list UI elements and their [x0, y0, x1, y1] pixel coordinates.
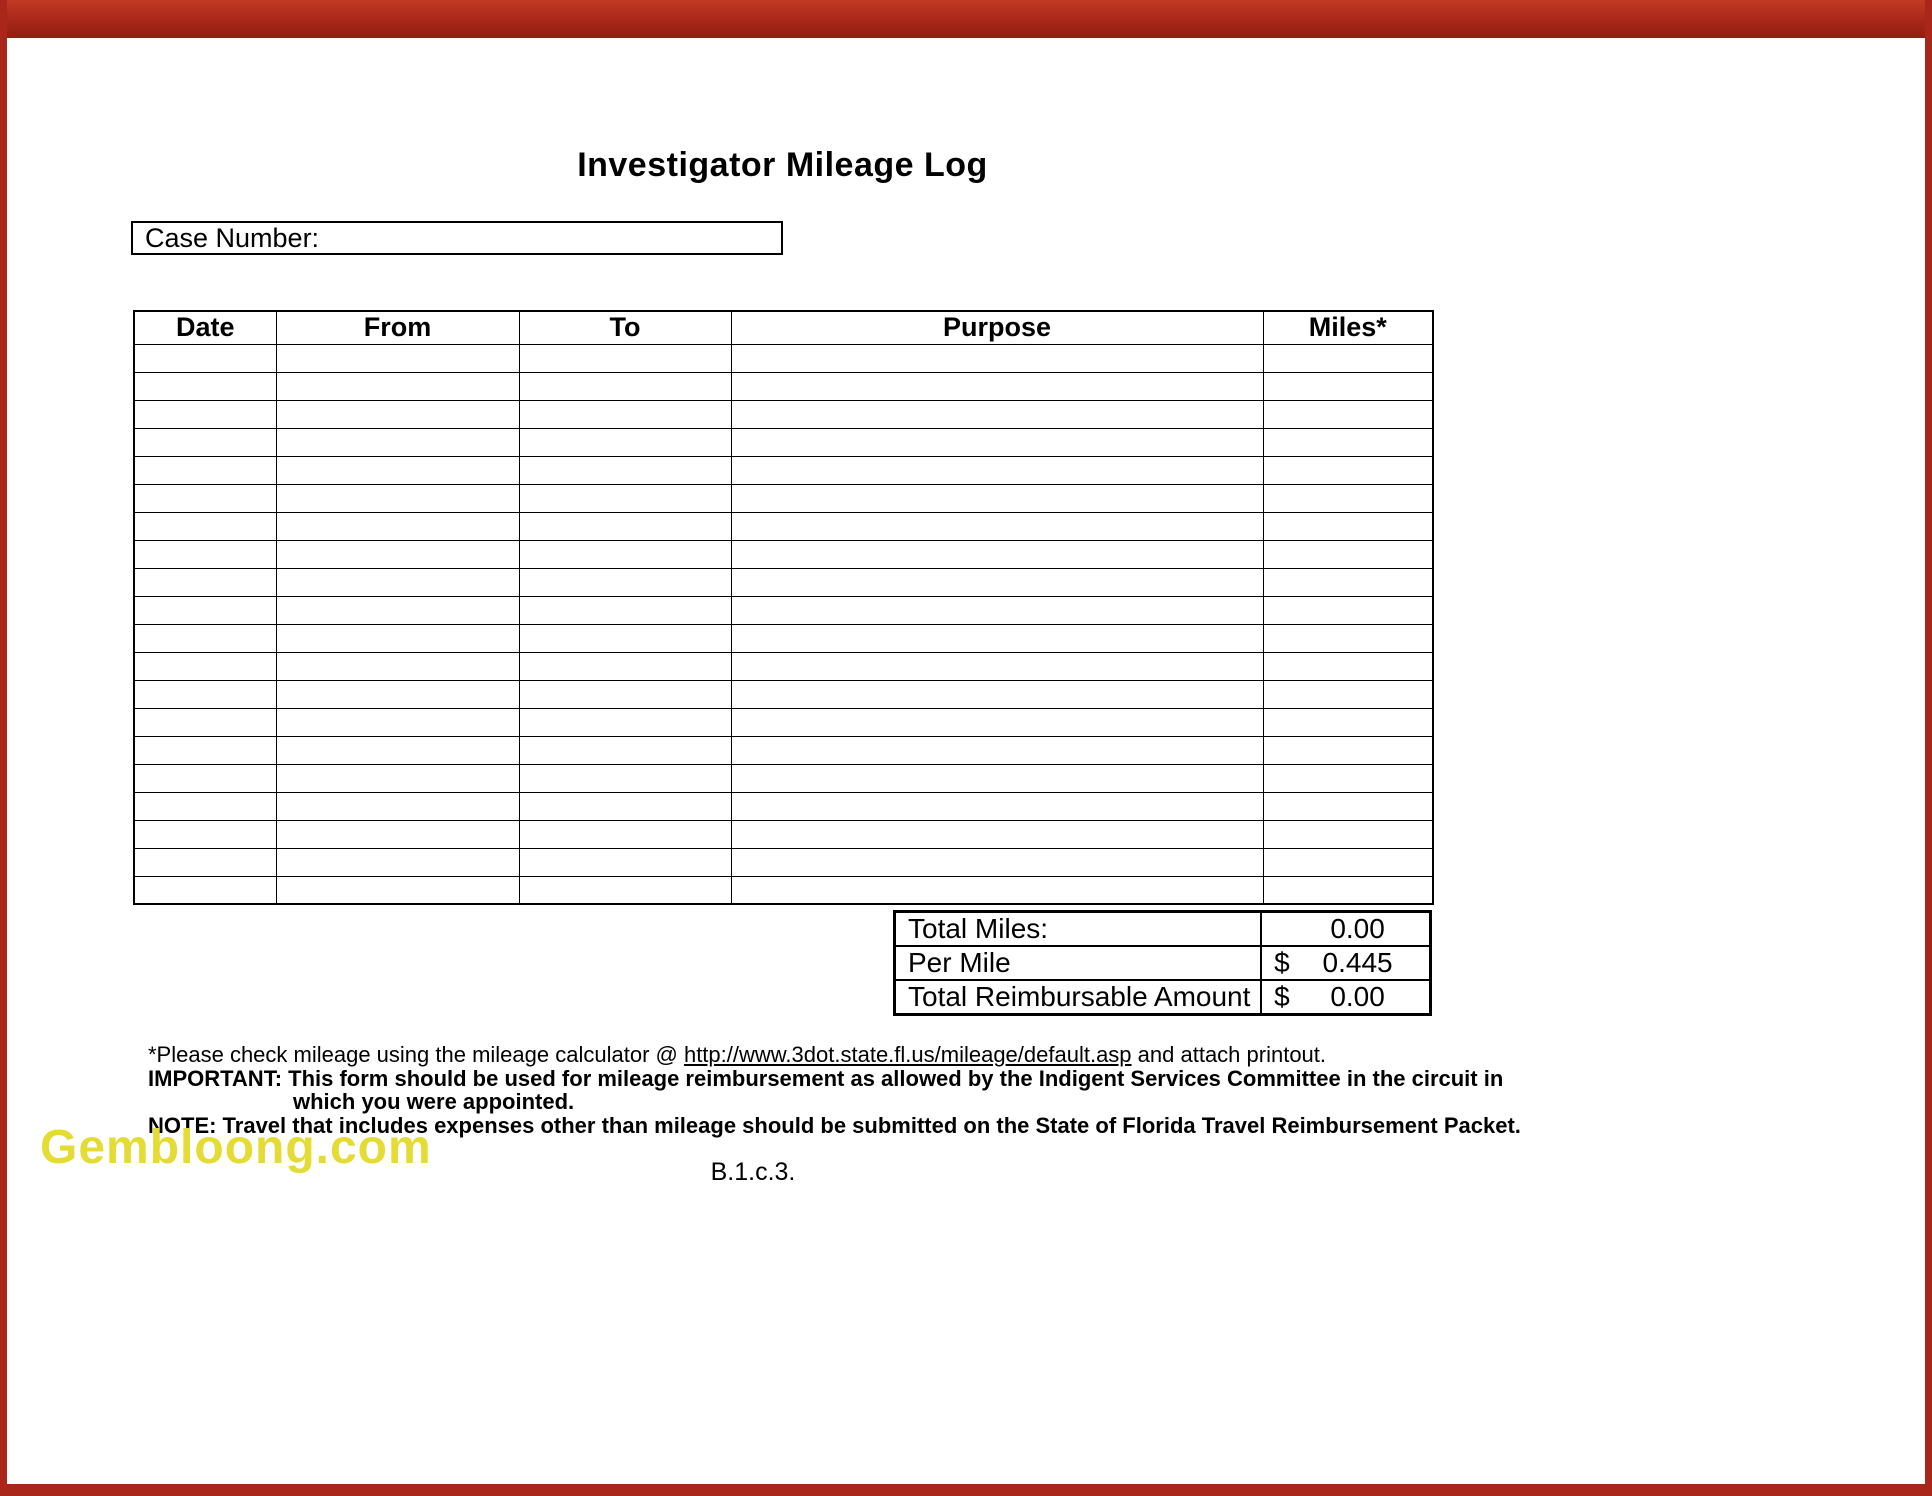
empty-cell — [134, 708, 276, 736]
empty-cell — [134, 456, 276, 484]
mileage-note-suffix: and attach printout. — [1131, 1042, 1327, 1067]
case-number-box — [131, 221, 783, 255]
empty-cell — [134, 876, 276, 904]
table-row — [134, 456, 1433, 484]
summary-row-per-mile — [895, 946, 1431, 980]
empty-cell — [1263, 596, 1433, 624]
empty-cell — [1263, 372, 1433, 400]
empty-cell — [731, 428, 1263, 456]
empty-cell — [519, 820, 731, 848]
empty-cell — [276, 344, 519, 372]
empty-cell — [519, 512, 731, 540]
empty-cell — [134, 596, 276, 624]
per-mile-value-cell — [1261, 946, 1430, 980]
empty-cell — [731, 596, 1263, 624]
table-row — [134, 764, 1433, 792]
column-header-date: Date — [134, 311, 276, 344]
watermark: Gembloong.com — [40, 1121, 432, 1174]
empty-cell — [731, 820, 1263, 848]
table-row — [134, 876, 1433, 904]
empty-cell — [276, 680, 519, 708]
empty-cell — [276, 764, 519, 792]
empty-cell — [276, 596, 519, 624]
empty-cell — [731, 624, 1263, 652]
table-row — [134, 624, 1433, 652]
total-reimbursable-label: Total Reimbursable Amount — [895, 980, 1262, 1015]
empty-cell — [134, 400, 276, 428]
empty-cell — [134, 428, 276, 456]
table-row — [134, 708, 1433, 736]
column-header-to: To — [519, 311, 731, 344]
per-mile-label: Per Mile — [895, 946, 1262, 980]
mileage-calculator-note — [148, 1043, 1748, 1067]
total-miles-value-cell — [1261, 912, 1430, 947]
table-row — [134, 652, 1433, 680]
currency-symbol: $ — [1274, 981, 1290, 1012]
empty-cell — [276, 792, 519, 820]
empty-cell — [1263, 764, 1433, 792]
empty-cell — [519, 792, 731, 820]
empty-cell — [1263, 344, 1433, 372]
table-row — [134, 372, 1433, 400]
empty-cell — [276, 708, 519, 736]
empty-cell — [276, 624, 519, 652]
empty-cell — [1263, 792, 1433, 820]
empty-cell — [519, 484, 731, 512]
empty-cell — [519, 708, 731, 736]
empty-cell — [134, 820, 276, 848]
column-header-purpose: Purpose — [731, 311, 1263, 344]
empty-cell — [276, 484, 519, 512]
empty-cell — [519, 624, 731, 652]
form-code: B.1.c.3. — [710, 1158, 796, 1186]
empty-cell — [519, 680, 731, 708]
empty-cell — [1263, 736, 1433, 764]
table-row — [134, 568, 1433, 596]
empty-cell — [276, 428, 519, 456]
empty-cell — [1263, 680, 1433, 708]
summary-table — [893, 910, 1432, 1016]
empty-cell — [519, 764, 731, 792]
total-reimbursable-value: 0.00 — [1330, 981, 1385, 1012]
column-header-miles: Miles* — [1263, 311, 1433, 344]
mileage-table — [133, 310, 1434, 905]
empty-cell — [731, 540, 1263, 568]
table-row — [134, 540, 1433, 568]
table-row — [134, 344, 1433, 372]
per-mile-value: 0.445 — [1322, 947, 1393, 978]
empty-cell — [519, 876, 731, 904]
empty-cell — [731, 568, 1263, 596]
empty-cell — [276, 540, 519, 568]
empty-cell — [134, 736, 276, 764]
total-miles-label: Total Miles: — [895, 912, 1262, 947]
empty-cell — [731, 512, 1263, 540]
mileage-table-header-row — [134, 311, 1433, 344]
mileage-note-prefix: *Please check mileage using the mileage calculator @ — [148, 1042, 684, 1067]
empty-cell — [1263, 848, 1433, 876]
empty-cell — [519, 736, 731, 764]
empty-cell — [1263, 568, 1433, 596]
table-row — [134, 596, 1433, 624]
empty-cell — [1263, 512, 1433, 540]
empty-cell — [519, 652, 731, 680]
empty-cell — [134, 540, 276, 568]
column-header-from: From — [276, 311, 519, 344]
empty-cell — [519, 456, 731, 484]
empty-cell — [134, 484, 276, 512]
empty-cell — [731, 400, 1263, 428]
empty-cell — [1263, 652, 1433, 680]
empty-cell — [276, 400, 519, 428]
empty-cell — [134, 372, 276, 400]
empty-cell — [276, 848, 519, 876]
empty-cell — [134, 792, 276, 820]
empty-cell — [519, 568, 731, 596]
empty-cell — [276, 512, 519, 540]
empty-cell — [134, 848, 276, 876]
page-title: Investigator Mileage Log — [577, 146, 988, 184]
empty-cell — [731, 456, 1263, 484]
empty-cell — [731, 680, 1263, 708]
empty-cell — [731, 484, 1263, 512]
page-border-top — [0, 0, 1932, 38]
empty-cell — [1263, 540, 1433, 568]
empty-cell — [134, 680, 276, 708]
empty-cell — [731, 344, 1263, 372]
empty-cell — [731, 652, 1263, 680]
empty-cell — [731, 708, 1263, 736]
total-miles-value: 0.00 — [1330, 913, 1385, 944]
empty-cell — [134, 764, 276, 792]
important-note: IMPORTANT: This form should be used for mileage reimbursement as allowed by the Indigent Services Committee in the circuit in — [148, 1065, 1504, 1091]
important-note-continued: which you were appointed. — [293, 1089, 575, 1114]
empty-cell — [519, 400, 731, 428]
empty-cell — [276, 568, 519, 596]
mileage-table-body — [134, 344, 1433, 904]
page-border-bottom — [0, 1484, 1932, 1496]
mileage-calculator-link[interactable]: http://www.3dot.state.fl.us/mileage/default.asp — [683, 1042, 1132, 1067]
empty-cell — [731, 876, 1263, 904]
empty-cell — [1263, 708, 1433, 736]
empty-cell — [519, 540, 731, 568]
empty-cell — [519, 344, 731, 372]
travel-note: NOTE: Travel that includes expenses other than mileage should be submitted on the State of Florida Travel Reimbursement Packet. — [148, 1112, 1521, 1138]
empty-cell — [519, 372, 731, 400]
table-row — [134, 820, 1433, 848]
empty-cell — [276, 820, 519, 848]
table-row — [134, 484, 1433, 512]
case-number-label: Case Number: — [145, 223, 320, 253]
empty-cell — [276, 736, 519, 764]
empty-cell — [1263, 820, 1433, 848]
empty-cell — [731, 372, 1263, 400]
empty-cell — [1263, 400, 1433, 428]
empty-cell — [519, 428, 731, 456]
table-row — [134, 428, 1433, 456]
empty-cell — [134, 512, 276, 540]
empty-cell — [1263, 428, 1433, 456]
summary-row-total-miles — [895, 912, 1431, 947]
empty-cell — [134, 568, 276, 596]
empty-cell — [519, 848, 731, 876]
empty-cell — [731, 736, 1263, 764]
empty-cell — [1263, 876, 1433, 904]
empty-cell — [134, 624, 276, 652]
empty-cell — [1263, 456, 1433, 484]
table-row — [134, 400, 1433, 428]
empty-cell — [134, 344, 276, 372]
empty-cell — [1263, 484, 1433, 512]
empty-cell — [731, 792, 1263, 820]
table-row — [134, 736, 1433, 764]
table-row — [134, 848, 1433, 876]
empty-cell — [276, 456, 519, 484]
empty-cell — [731, 848, 1263, 876]
empty-cell — [276, 652, 519, 680]
summary-row-total-reimbursable — [895, 980, 1431, 1015]
table-row — [134, 512, 1433, 540]
empty-cell — [134, 652, 276, 680]
empty-cell — [1263, 624, 1433, 652]
page-border-right — [1925, 0, 1932, 1496]
empty-cell — [519, 596, 731, 624]
currency-symbol: $ — [1274, 947, 1290, 978]
empty-cell — [276, 372, 519, 400]
empty-cell — [276, 876, 519, 904]
table-row — [134, 792, 1433, 820]
empty-cell — [731, 764, 1263, 792]
page-border-left — [0, 0, 7, 1496]
table-row — [134, 680, 1433, 708]
total-reimbursable-value-cell — [1261, 980, 1430, 1015]
